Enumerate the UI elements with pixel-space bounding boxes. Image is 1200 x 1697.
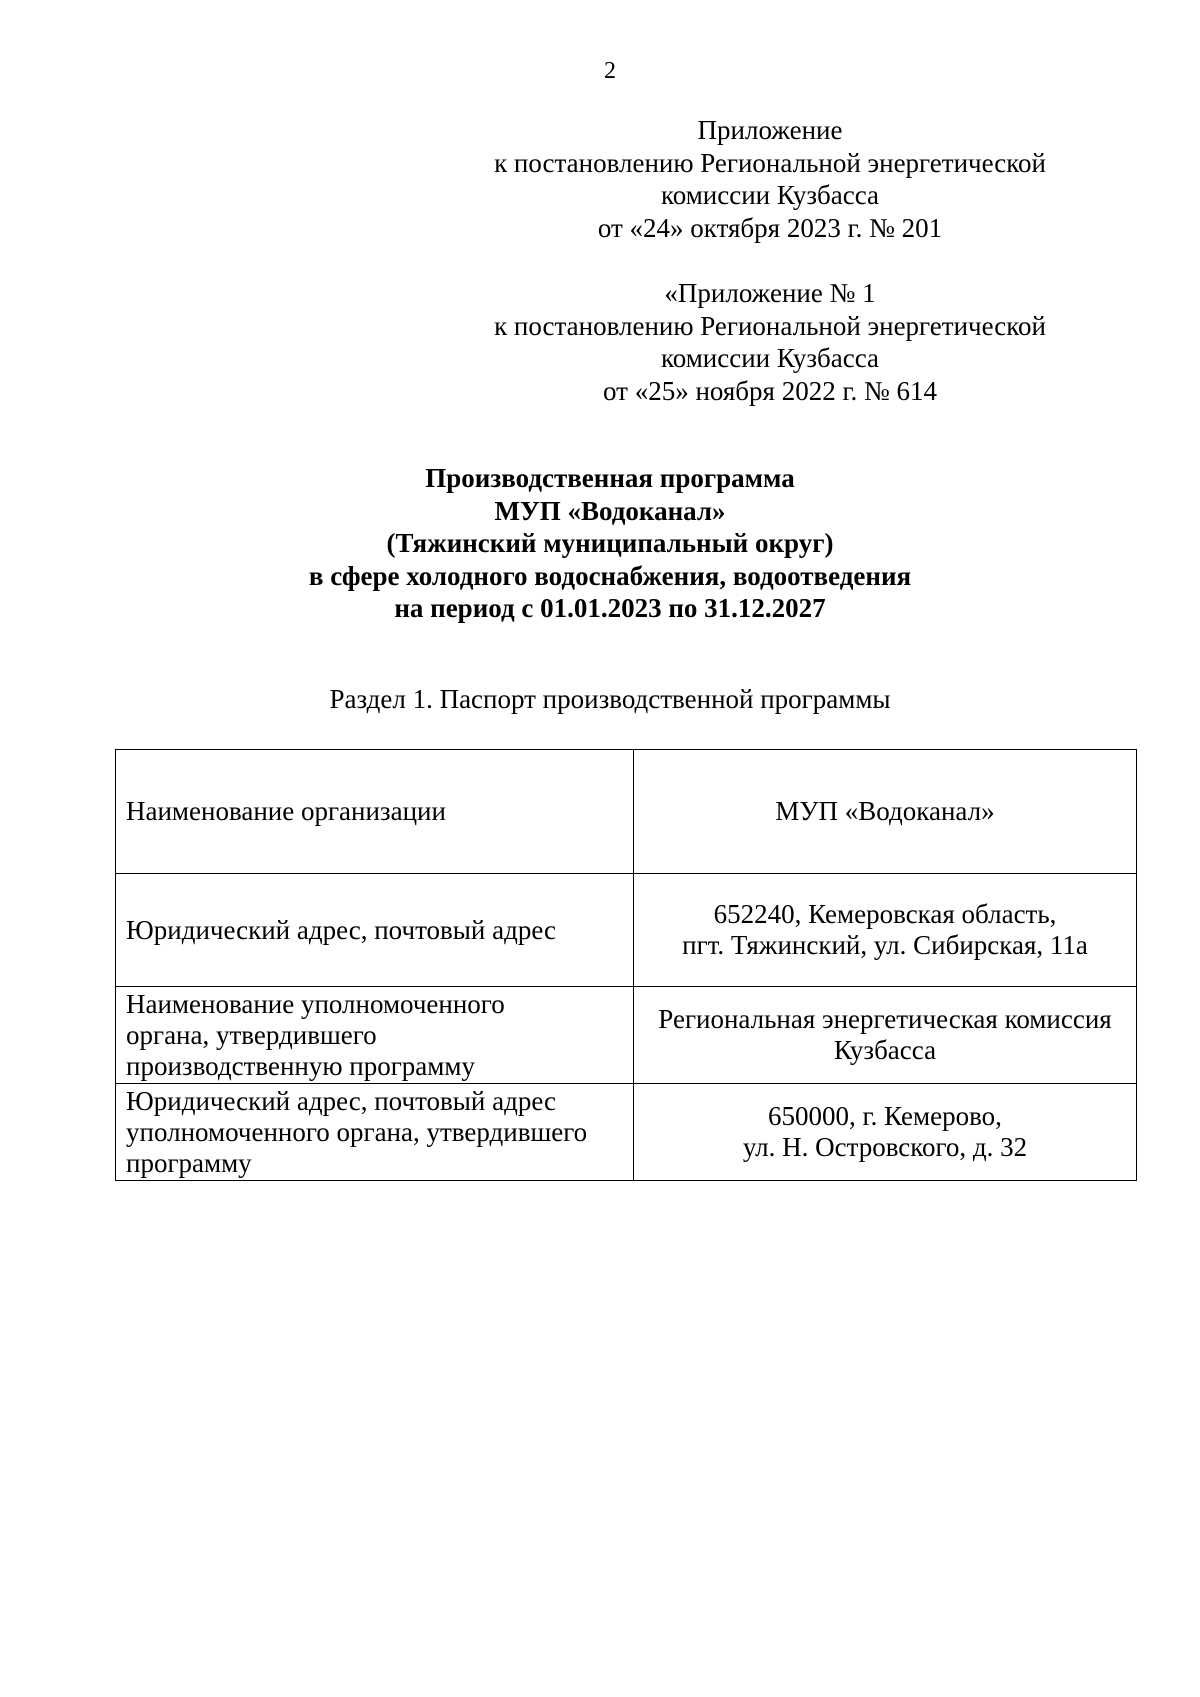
appendix-line: «Приложение № 1 (664, 278, 876, 308)
appendix-header-original (470, 277, 1070, 407)
table-cell-label (116, 874, 634, 987)
page-number: 2 (604, 58, 616, 84)
table-row (116, 750, 1137, 874)
appendix-line: комиссии Кузбасса (660, 180, 880, 210)
title-line: на период с 01.01.2023 по 31.12.2027 (394, 593, 826, 623)
cell-text: Кузбасса (833, 1035, 937, 1065)
passport-table (115, 749, 1137, 1181)
cell-text: МУП «Водоканал» (775, 796, 995, 826)
table-cell-label (116, 1084, 634, 1181)
cell-text: Юридический адрес, почтовый адрес (126, 914, 556, 945)
appendix-line: к постановлению Региональной энергетической (494, 147, 1046, 178)
appendix-header-current (470, 114, 1070, 244)
cell-text: производственную программу (126, 1050, 475, 1081)
appendix-line: от «24» октября 2023 г. № 201 (597, 212, 943, 243)
cell-text: Региональная энергетическая комиссия (658, 1004, 1112, 1034)
table-cell-value (634, 987, 1137, 1084)
title-line: в сфере холодного водоснабжения, водоотведения (308, 560, 912, 591)
table-row (116, 1084, 1137, 1181)
table-cell-value (634, 750, 1137, 874)
cell-text: уполномоченного органа, утвердившего (126, 1116, 588, 1147)
table-row (116, 874, 1137, 987)
table-row (116, 987, 1137, 1084)
section-heading: Раздел 1. Паспорт производственной программы (329, 684, 891, 714)
table-cell-value (634, 874, 1137, 987)
appendix-line: Приложение (697, 115, 843, 145)
cell-text: программу (126, 1147, 252, 1178)
table-cell-label (116, 987, 634, 1084)
appendix-line: от «25» ноября 2022 г. № 614 (603, 375, 937, 406)
cell-text: Юридический адрес, почтовый адрес (126, 1085, 556, 1116)
cell-text: Наименование уполномоченного (126, 988, 505, 1019)
cell-text: пгт. Тяжинский, ул. Сибирская, 11а (682, 930, 1088, 960)
title-line: (Тяжинский муниципальный округ) (386, 528, 834, 558)
table-cell-value (634, 1084, 1137, 1181)
appendix-line: комиссии Кузбасса (660, 343, 880, 373)
document-title (0, 462, 1200, 625)
title-line: МУП «Водоканал» (494, 495, 726, 526)
title-line: Производственная программа (425, 463, 795, 493)
cell-text: ул. Н. Островского, д. 32 (742, 1132, 1028, 1162)
cell-text: органа, утвердившего (126, 1019, 377, 1050)
cell-text: Наименование организации (126, 796, 446, 826)
appendix-line: к постановлению Региональной энергетической (494, 310, 1046, 341)
cell-text: 650000, г. Кемерово, (768, 1101, 1002, 1131)
table-cell-label (116, 750, 634, 874)
cell-text: 652240, Кемеровская область, (713, 899, 1057, 929)
